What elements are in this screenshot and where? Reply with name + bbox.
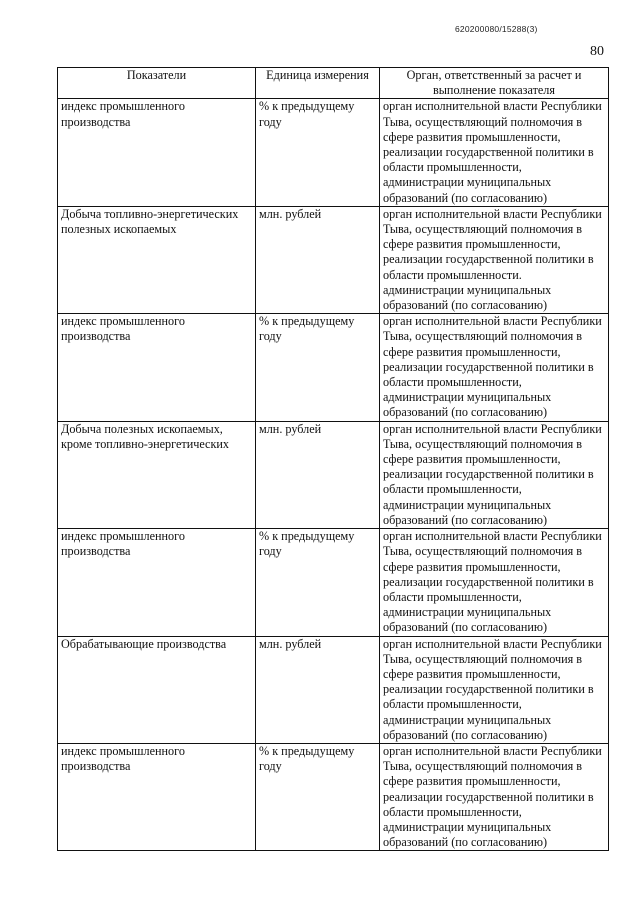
- unit-cell: % к предыдущему году: [256, 314, 380, 421]
- document-code: 620200080/15288(3): [455, 24, 538, 34]
- organ-cell: орган исполнительной власти Республики Тыва, осуществляющий полномочия в сфере развития промышленности, реализации государственной политики в области промышленности, администрации муниципальных образований (по согласованию): [380, 529, 609, 636]
- indicator-cell: Обрабатывающие производства: [58, 636, 256, 743]
- organ-cell: орган исполнительной власти Республики Тыва, осуществляющий полномочия в сфере развития промышленности, реализации государственной политики в области промышленности, администрации муниципальных образований (по согласованию): [380, 743, 609, 850]
- unit-cell: % к предыдущему году: [256, 743, 380, 850]
- organ-cell: орган исполнительной власти Республики Тыва, осуществляющий полномочия в сфере развития промышленности, реализации государственной политики в области промышленности, администрации муниципальных образований (по согласованию): [380, 421, 609, 528]
- indicator-cell: Добыча топливно-энергетических полезных ископаемых: [58, 206, 256, 313]
- indicator-cell: индекс промышленного производства: [58, 99, 256, 206]
- column-header-indicators: Показатели: [58, 68, 256, 99]
- indicator-cell: Добыча полезных ископаемых, кроме топливно-энергетических: [58, 421, 256, 528]
- organ-cell: орган исполнительной власти Республики Тыва, осуществляющий полномочия в сфере развития промышленности, реализации государственной политики в области промышленности. администрации муниципальных образований (по согласованию): [380, 206, 609, 313]
- page-number: 80: [590, 44, 604, 59]
- organ-cell: орган исполнительной власти Республики Тыва, осуществляющий полномочия в сфере развития промышленности, реализации государственной политики в области промышленности, администрации муниципальных образований (по согласованию): [380, 99, 609, 206]
- table-header: [58, 68, 609, 99]
- indicator-cell: индекс промышленного производства: [58, 314, 256, 421]
- indicator-cell: индекс промышленного производства: [58, 743, 256, 850]
- unit-cell: млн. рублей: [256, 421, 380, 528]
- table-row: [58, 99, 609, 206]
- table-body: [58, 99, 609, 851]
- table-row: [58, 314, 609, 421]
- indicators-table: [57, 67, 609, 851]
- table-row: [58, 421, 609, 528]
- unit-cell: млн. рублей: [256, 636, 380, 743]
- unit-cell: млн. рублей: [256, 206, 380, 313]
- table-row: [58, 636, 609, 743]
- table-row: [58, 529, 609, 636]
- unit-cell: % к предыдущему году: [256, 99, 380, 206]
- column-header-unit: Единица измерения: [256, 68, 380, 99]
- table-row: [58, 743, 609, 850]
- organ-cell: орган исполнительной власти Республики Тыва, осуществляющий полномочия в сфере развития промышленности, реализации государственной политики в области промышленности, администрации муниципальных образований (по согласованию): [380, 636, 609, 743]
- column-header-responsible-organ: Орган, ответственный за расчет и выполнение показателя: [380, 68, 609, 99]
- indicator-cell: индекс промышленного производства: [58, 529, 256, 636]
- organ-cell: орган исполнительной власти Республики Тыва, осуществляющий полномочия в сфере развития промышленности, реализации государственной политики в области промышленности, администрации муниципальных образований (по согласованию): [380, 314, 609, 421]
- table-header-row: [58, 68, 609, 99]
- table-row: [58, 206, 609, 313]
- unit-cell: % к предыдущему году: [256, 529, 380, 636]
